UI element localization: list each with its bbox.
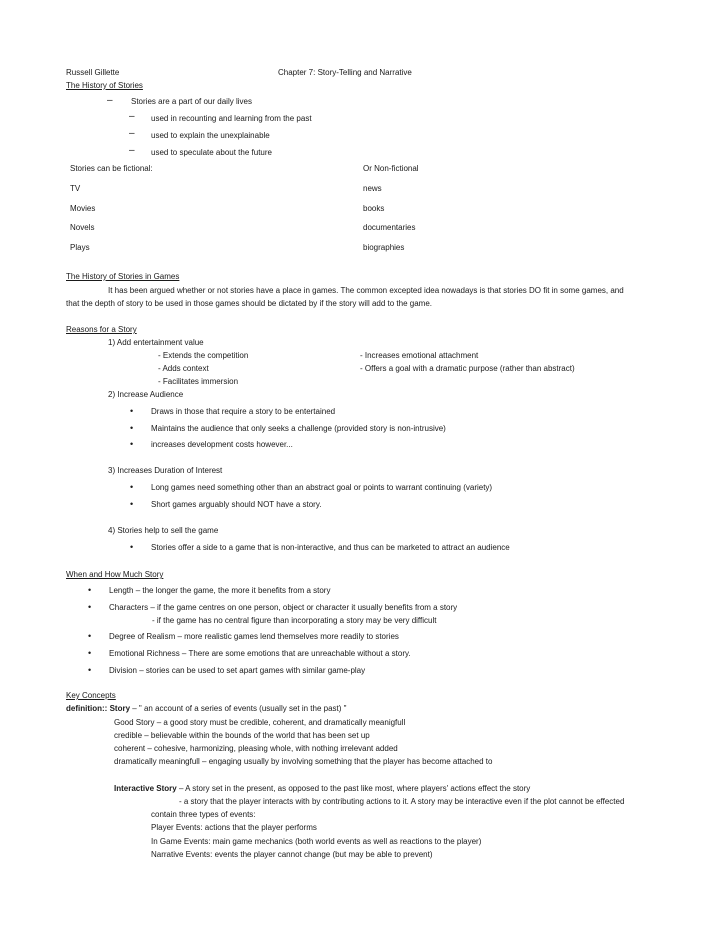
when-bullet: Characters – if the game centres on one person, object or character it usually benefits from a story: [109, 603, 458, 612]
bullet-marker: •: [130, 499, 134, 509]
narrative-events-line: Narrative Events: events the player cannot change (but may be able to prevent): [151, 850, 433, 859]
history-heading: The History of Stories: [66, 81, 143, 90]
reason-bullet: Short games arguably should NOT have a story.: [151, 500, 322, 509]
definition-label: definition::: [66, 704, 108, 713]
fiction-cell: Movies: [70, 204, 96, 213]
bullet-marker: •: [130, 439, 134, 449]
bullet-marker: •: [130, 423, 134, 433]
reason-point: - Adds context: [158, 364, 209, 373]
bullet-marker: •: [130, 542, 134, 552]
fiction-cell: Plays: [70, 243, 90, 252]
history-main-item: Stories are a part of our daily lives: [131, 97, 252, 106]
dash-marker: –: [129, 145, 135, 156]
reason-title: 2) Increase Audience: [108, 390, 184, 399]
concepts-heading: Key Concepts: [66, 691, 116, 700]
games-history-para-line: It has been argued whether or not stories have a place in games. The common excepted idea nowadays is that stories DO fit in some games, and: [108, 286, 624, 295]
author-name: Russell Gillette: [66, 68, 120, 77]
when-heading: When and How Much Story: [66, 570, 164, 579]
nonfiction-cell: biographies: [363, 243, 405, 252]
player-events-line: Player Events: actions that the player performs: [151, 823, 317, 832]
events-intro: contain three types of events:: [151, 810, 256, 819]
reason-title: 4) Stories help to sell the game: [108, 526, 219, 535]
bullet-marker: •: [88, 585, 92, 595]
coherent-line: coherent – cohesive, harmonizing, pleasing whole, with nothing irrelevant added: [114, 744, 398, 753]
dramatic-line: dramatically meaningfull – engaging usually by involving something that the player has become attached to: [114, 757, 493, 766]
reason-bullet: Maintains the audience that only seeks a challenge (provided story is non-intrusive): [151, 424, 446, 433]
story-definition-line: [66, 704, 347, 714]
fiction-header: Stories can be fictional:: [70, 164, 153, 173]
chapter-title: Chapter 7: Story-Telling and Narrative: [278, 68, 412, 77]
dash-marker: –: [107, 95, 113, 106]
reason-bullet: increases development costs however...: [151, 440, 293, 449]
when-bullet: Division – stories can be used to set apart games with similar game-play: [109, 666, 366, 675]
dash-marker: –: [129, 128, 135, 139]
games-history-para-line: that the depth of story to be used in those games should be dictated by if the story will add to the game.: [66, 299, 432, 308]
interactive-story-term: Interactive Story: [114, 784, 177, 793]
reason-point: - Offers a goal with a dramatic purpose (rather than abstract): [360, 364, 575, 373]
reason-point: - Facilitates immersion: [158, 377, 239, 386]
interactive-story-definition: – A story set in the present, as opposed to the past like most, where players' actions effect the story: [178, 784, 531, 793]
dash-marker: –: [129, 111, 135, 122]
fiction-cell: TV: [70, 184, 81, 193]
bullet-marker: •: [88, 602, 92, 612]
when-bullet: Length – the longer the game, the more it benefits from a story: [109, 586, 331, 595]
history-sub-item: used in recounting and learning from the past: [151, 114, 312, 123]
bullet-marker: •: [88, 665, 92, 675]
story-definition: – " an account of a series of events (usually set in the past) ": [132, 704, 347, 713]
history-sub-item: used to explain the unexplainable: [151, 131, 270, 140]
reasons-heading: Reasons for a Story: [66, 325, 137, 334]
when-bullet-sub: - if the game has no central figure than incorporating a story may be very difficult: [152, 616, 437, 625]
reason-title: 1) Add entertainment value: [108, 338, 204, 347]
bullet-marker: •: [130, 406, 134, 416]
reason-title: 3) Increases Duration of Interest: [108, 466, 223, 475]
nonfiction-cell: books: [363, 204, 385, 213]
game-events-line: In Game Events: main game mechanics (both world events as well as reactions to the player): [151, 837, 482, 846]
interactive-story-line: [114, 784, 530, 794]
reason-bullet: Draws in those that require a story to be entertained: [151, 407, 336, 416]
nonfiction-cell: news: [363, 184, 382, 193]
bullet-marker: •: [88, 631, 92, 641]
good-story-line: Good Story – a good story must be credible, coherent, and dramatically meanigfull: [114, 718, 406, 727]
history-sub-item: used to speculate about the future: [151, 148, 272, 157]
nonfiction-header: Or Non-fictional: [363, 164, 419, 173]
reason-bullet: Long games need something other than an abstract goal or points to warrant continuing (variety): [151, 483, 493, 492]
interactive-story-sub: - a story that the player interacts with by contributing actions to it. A story may be interactive even if the plot cannot be effected: [179, 797, 625, 806]
credible-line: credible – believable within the bounds of the world that has been set up: [114, 731, 370, 740]
bullet-marker: •: [130, 482, 134, 492]
when-bullet: Emotional Richness – There are some emotions that are unreachable without a story.: [109, 649, 411, 658]
reason-bullet: Stories offer a side to a game that is non-interactive, and thus can be marketed to attract an audience: [151, 543, 510, 552]
reason-point: - Extends the competition: [158, 351, 249, 360]
reason-point: - Increases emotional attachment: [360, 351, 479, 360]
games-history-heading: The History of Stories in Games: [66, 272, 180, 281]
fiction-cell: Novels: [70, 223, 95, 232]
bullet-marker: •: [88, 648, 92, 658]
when-bullet: Degree of Realism – more realistic games lend themselves more readily to stories: [109, 632, 399, 641]
nonfiction-cell: documentaries: [363, 223, 416, 232]
story-term: Story: [109, 704, 131, 713]
